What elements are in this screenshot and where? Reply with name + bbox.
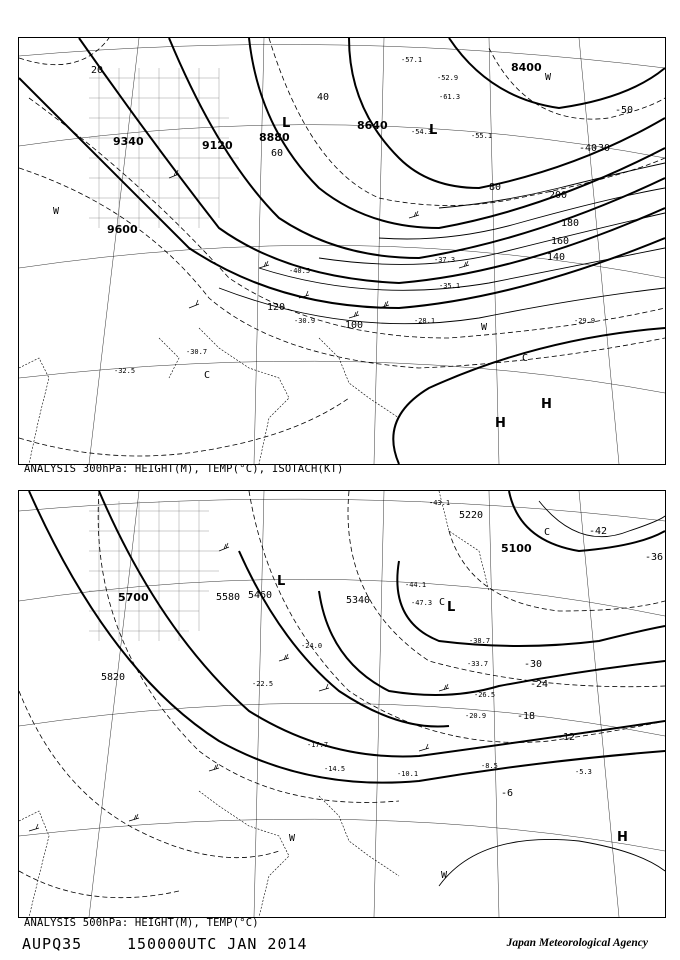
obs-temp: -54.3 [411,128,433,136]
height-label-8880: 8880 [259,131,290,144]
obs-temp: -14.5 [324,765,346,773]
height-label-9600: 9600 [107,223,138,236]
obs-temp: -35.1 [439,282,461,290]
obs-temp: -57.1 [401,56,423,64]
obs-temp: -10.1 [397,770,419,778]
height-label-8400: 8400 [511,61,542,74]
obs-temp: -43.1 [429,499,451,507]
obs-temp: -32.5 [114,367,136,375]
obs-temp: -8.5 [481,762,498,770]
isotach-label: 60 [271,148,284,159]
temp-label: -40 [579,143,598,154]
obs-temp: -37.3 [434,256,456,264]
high-symbol: H [617,830,628,845]
cold-symbol: C [522,353,529,364]
obs-temp: -28.1 [414,317,436,325]
height-label-5580: 5580 [216,592,241,603]
obs-temp: -22.5 [252,680,274,688]
isotach-label: 40 [317,92,330,103]
warm-symbol: W [53,206,60,217]
temp-label: -42 [589,526,608,537]
warm-symbol: W [441,870,448,881]
low-symbol: L [447,600,456,615]
height-label-5700: 5700 [118,591,149,604]
obs-temp: -52.9 [437,74,459,82]
height-label-5460: 5460 [248,590,273,601]
obs-temp: -38.7 [469,637,491,645]
low-symbol: L [277,574,286,589]
chart-time: 150000UTC JAN 2014 [127,935,308,953]
obs-temp: -44.1 [405,581,427,589]
caption-300hpa: ANALYSIS 300hPa: HEIGHT(M), TEMP(°C), ISOTACH(KT) [24,463,344,475]
chart-500hpa [18,490,666,918]
temp-label: -50 [615,105,634,116]
temp-label: -30 [524,659,543,670]
chart-300hpa [18,37,666,465]
height-label-9340: 9340 [113,135,144,148]
temp-label: -6 [501,788,514,799]
warm-symbol: W [545,72,552,83]
height-label-5340: 5340 [346,595,371,606]
height-label-5100: 5100 [501,542,532,555]
obs-temp: -24.0 [301,642,323,650]
cold-symbol: C [439,597,446,608]
obs-temp: -55.1 [471,132,493,140]
isotach-label: 80 [489,182,502,193]
height-label-5220: 5220 [459,510,484,521]
obs-temp: -40.5 [289,267,311,275]
isotach-label: 140 [547,252,566,263]
cold-symbol: C [544,527,551,538]
labels-500 [19,491,665,917]
low-symbol: L [282,116,291,131]
temp-label: -36 [645,552,664,563]
low-symbol: L [429,123,438,138]
high-symbol: H [495,416,506,431]
isotach-label: 200 [549,190,568,201]
temp-label: -24 [530,679,549,690]
obs-temp: -17.7 [307,741,329,749]
temp-label: -12 [557,732,576,743]
obs-temp: -20.9 [465,712,487,720]
high-symbol: H [541,397,552,412]
warm-symbol: W [481,322,488,333]
height-label-8640: 8640 [357,119,388,132]
labels-300 [19,38,665,464]
caption-500hpa: ANALYSIS 500hPa: HEIGHT(M), TEMP(°C) [24,917,259,929]
isotach-label: 160 [551,236,570,247]
obs-temp: -30.9 [294,317,316,325]
isotach-label: 20 [91,65,104,76]
isotach-label: 180 [561,218,580,229]
height-label-9120: 9120 [202,139,233,152]
obs-temp: -47.3 [411,599,433,607]
obs-temp: -61.3 [439,93,461,101]
isotach-label: 120 [267,302,286,313]
cold-symbol: C [204,370,211,381]
temp-label: -30 [592,143,611,154]
obs-temp: -29.9 [574,317,596,325]
temp-label: -18 [517,711,536,722]
height-label-5820: 5820 [101,672,126,683]
obs-temp: -26.5 [474,691,496,699]
isotach-label: 100 [345,320,364,331]
agency-name: Japan Meteorological Agency [506,937,648,949]
chart-code: AUPQ35 [22,935,83,953]
obs-temp: -33.7 [467,660,489,668]
warm-symbol: W [289,833,296,844]
obs-temp: -30.7 [186,348,208,356]
obs-temp: -5.3 [575,768,592,776]
